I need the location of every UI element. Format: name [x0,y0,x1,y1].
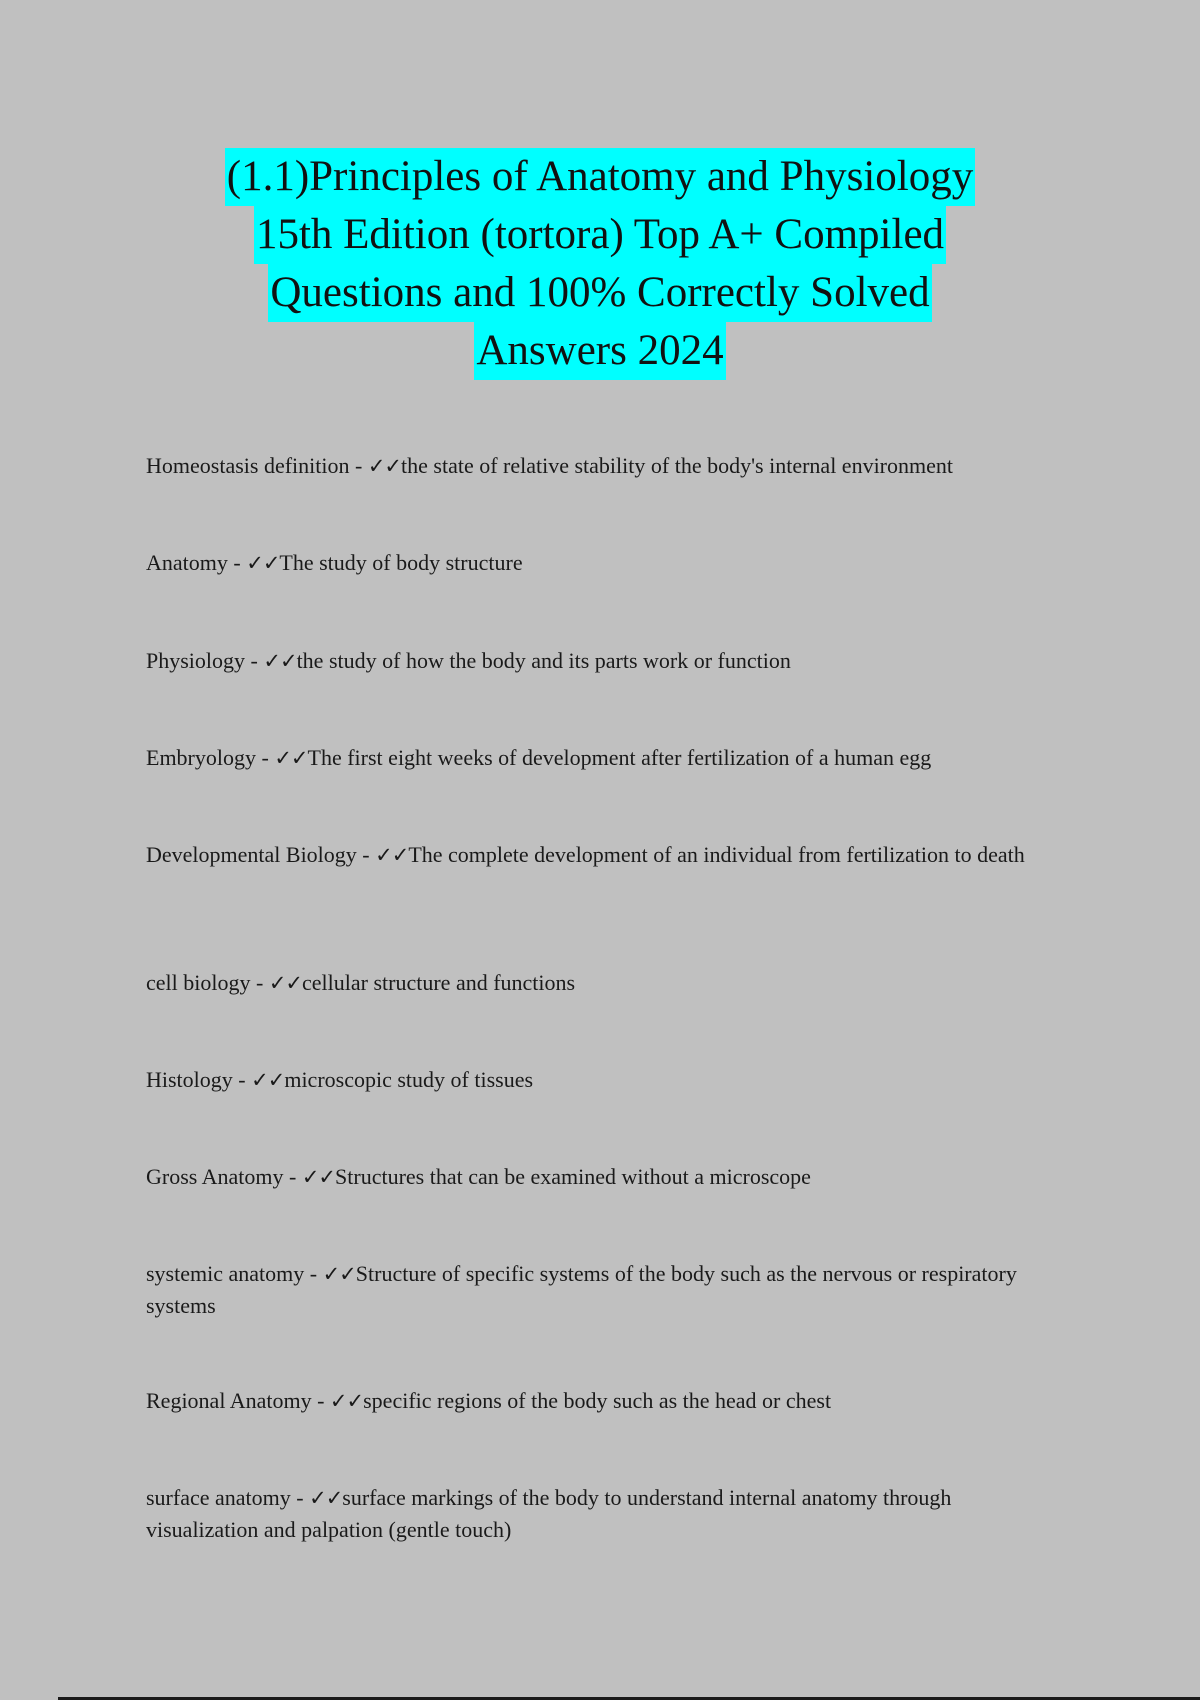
entry-definition: surface markings of the body to understand internal anatomy through visualization and palpation (gentle touch) [146,1485,952,1542]
definition-entry-embryology [146,742,1046,774]
definition-entry-physiology [146,645,1046,677]
title-line: Answers 2024 [474,322,725,380]
double-check-icon: ✓✓ [375,843,409,867]
double-check-icon: ✓✓ [309,1486,343,1510]
entry-term: Developmental Biology [146,842,357,867]
entry-term: Physiology [146,648,246,673]
double-check-icon: ✓✓ [367,454,402,478]
definition-entry-histology [146,1064,1046,1096]
double-check-icon: ✓✓ [246,551,280,575]
double-check-icon: ✓✓ [329,1389,364,1413]
double-check-icon: ✓✓ [322,1262,356,1286]
definition-entry-surface-anatomy [146,1482,1046,1546]
entry-definition: The complete development of an individual from fertilization to death [408,842,1025,867]
entry-definition: specific regions of the body such as the head or chest [363,1388,832,1413]
entry-separator: - [290,1485,310,1510]
entry-term: Histology [146,1067,233,1092]
entry-definition: the state of relative stability of the body's internal environment [401,453,953,478]
document-title [100,148,1100,380]
entry-separator: - [283,1164,302,1189]
entry-term: Anatomy [146,550,228,575]
entry-definition: Structures that can be examined without a microscope [335,1164,811,1189]
entry-term: systemic anatomy [146,1261,305,1286]
entry-term: Gross Anatomy [146,1164,284,1189]
entry-term: Embryology [146,745,256,770]
double-check-icon: ✓✓ [268,971,303,995]
entry-separator: - [227,550,247,575]
entry-definition: cellular structure and functions [302,970,576,995]
title-line: Questions and 100% Correctly Solved [268,264,931,322]
entry-definition: The study of body structure [279,550,523,575]
definition-entry-cell-biology [146,967,1046,999]
double-check-icon: ✓✓ [263,649,297,673]
entry-separator: - [349,453,368,478]
entry-term: Regional Anatomy [146,1388,312,1413]
definition-entry-developmental-biology [146,839,1046,871]
entry-separator: - [356,842,376,867]
entry-separator: - [256,745,275,770]
title-line: 15th Edition (tortora) Top A+ Compiled [254,206,946,264]
entry-definition: Structure of specific systems of the body such as the nervous or respiratory systems [146,1261,1017,1318]
entry-separator: - [250,970,269,995]
definition-entry-gross-anatomy [146,1161,1046,1193]
entry-definition: the study of how the body and its parts work or function [296,648,791,673]
entry-separator: - [245,648,264,673]
entry-term: cell biology [146,970,251,995]
title-line: (1.1)Principles of Anatomy and Physiology [225,148,975,206]
entry-definition: microscopic study of tissues [284,1067,534,1092]
entry-separator: - [304,1261,323,1286]
definition-entry-regional-anatomy [146,1385,1046,1417]
definition-entry-anatomy [146,547,1046,579]
double-check-icon: ✓✓ [301,1165,336,1189]
entry-term: Homeostasis definition [146,453,350,478]
definition-entry-systemic-anatomy [146,1258,1046,1322]
double-check-icon: ✓✓ [251,1068,285,1092]
double-check-icon: ✓✓ [274,746,308,770]
entry-definition: The first eight weeks of development after fertilization of a human egg [307,745,932,770]
entry-term: surface anatomy [146,1485,291,1510]
entry-separator: - [311,1388,330,1413]
definition-entry-homeostasis [146,450,1046,482]
entry-separator: - [232,1067,252,1092]
